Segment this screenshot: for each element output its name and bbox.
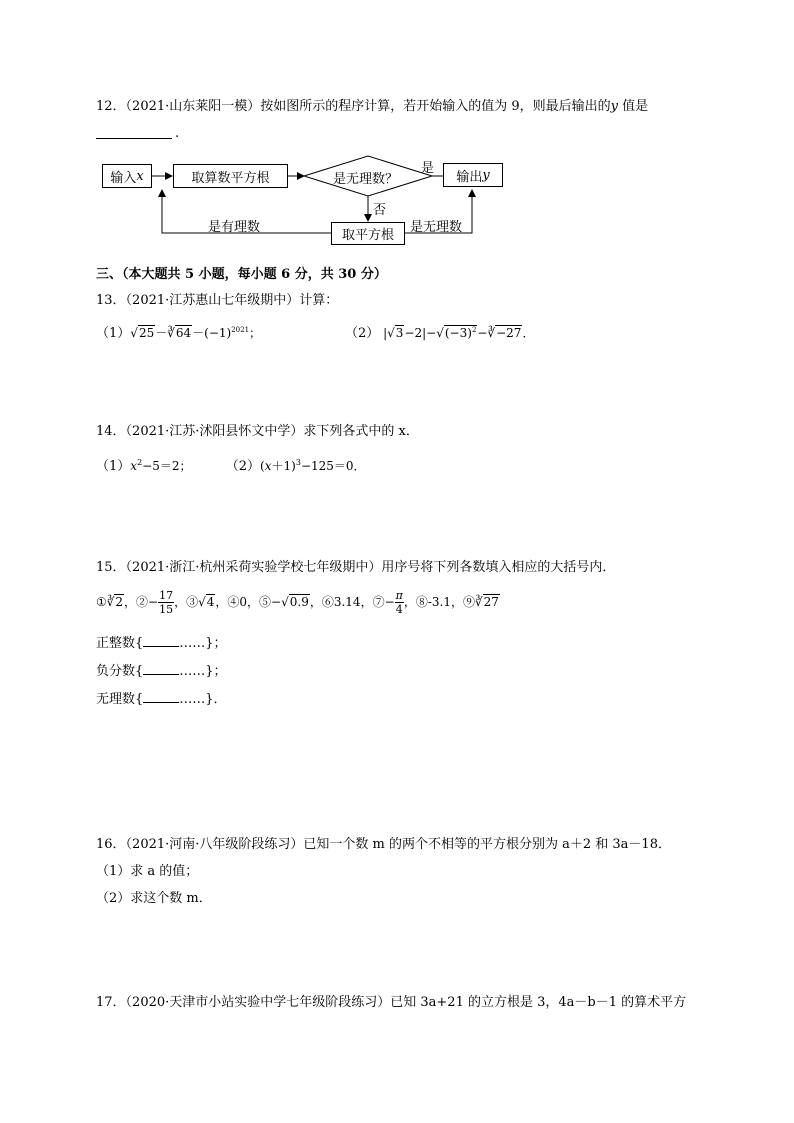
question-12-end: . (175, 126, 180, 141)
set-tail: ……}； (179, 664, 227, 679)
question-15-numbers: ①∛2，②− $\frac{17}{15}$ ，③√4，④0，⑤−√0.9，⑥3.14，⑦− $\frac{\pi}{4}$ ，⑧-3.1，⑨∛27 (96, 589, 499, 616)
question-12 (96, 99, 648, 115)
q13-p1-expression: $√25-∛64-(-1)^{2021}$； (130, 326, 262, 340)
flow-sqrt-label: 取平方根 (341, 228, 394, 243)
flow-irrational-label: 是无理数 (410, 220, 463, 235)
set-tail: ……}． (179, 692, 227, 707)
question-16-part-1: （1）求 a 的值； (96, 864, 199, 879)
set-irrational (96, 690, 227, 708)
flow-yes-top-label: 是 (421, 161, 435, 176)
set-tail: ……}； (179, 636, 227, 651)
q13-p2-expression: $|√3-2|-√(-3)^2-∛-27$． (379, 326, 535, 340)
q14-p1-expression: $x^2-5=2$； (130, 458, 192, 473)
question-14-parts (96, 455, 366, 475)
q13-p2-label: （2） (345, 326, 380, 341)
flow-output-label: 输出 (456, 169, 483, 185)
q14-p2-label: （2） (225, 459, 261, 474)
question-14-head: 14．（2021·江苏·沭阳县怀文中学）求下列各式中的 x． (96, 424, 419, 439)
flow-input-var: x (136, 168, 144, 184)
q14-p1-label: （1） (96, 459, 131, 474)
q13-p1-label: （1） (96, 326, 131, 341)
question-15-head: 15．（2021·浙江·杭州采荷实验学校七年级期中）用序号将下列各数填入相应的大括号内． (96, 560, 616, 575)
flow-input-label: 输入 (110, 170, 137, 186)
set-blank[interactable] (143, 634, 179, 647)
question-16-head: 16．（2021·河南·八年级阶段练习）已知一个数 m 的两个不相等的平方根分别为 a＋2 和 3a－18． (96, 837, 671, 852)
flow-no-label: 否 (373, 203, 387, 218)
set-positive-integer (96, 634, 227, 652)
flow-output-var: y (482, 167, 490, 183)
set-negative-fraction (96, 662, 227, 680)
section-3-heading: 三、（本大题共 5 小题，每小题 6 分，共 30 分） (96, 267, 387, 282)
question-12-tail: 值是 (618, 99, 649, 114)
question-13-part-1 (96, 322, 261, 342)
question-16-part-2: （2）求这个数 m． (96, 891, 212, 906)
flow-compute-label: 取算数平方根 (191, 170, 270, 186)
set-label: 负分数{ (96, 664, 144, 679)
question-13-part-2 (345, 322, 534, 342)
set-label: 无理数{ (96, 692, 144, 707)
flow-output-box (443, 163, 503, 187)
question-12-text: 12．（2021·山东莱阳一模）按如图所示的程序计算，若开始输入的值为 9，则最后输出的 (96, 99, 611, 114)
set-label: 正整数{ (96, 636, 144, 651)
question-12-var: y (610, 99, 619, 114)
flow-sqrt-box (331, 222, 405, 245)
answer-blank-12 (96, 124, 172, 139)
question-13-head: 13．（2021·江苏惠山七年级期中）计算： (96, 293, 339, 308)
q14-p2-expression: $(x+1)^3-125=0$． (260, 458, 366, 473)
flow-rational-label: 是有理数 (208, 220, 261, 235)
question-17-head: 17．（2020·天津市小站实验中学七年级阶段练习）已知 3a+21 的立方根是 3，4a－b－1 的算术平方 (96, 995, 687, 1010)
flow-input-box (102, 164, 152, 188)
set-blank[interactable] (143, 690, 179, 703)
flow-decision-label: 是无理数？ (333, 172, 399, 187)
flow-compute-box (173, 164, 288, 188)
set-blank[interactable] (143, 662, 179, 675)
